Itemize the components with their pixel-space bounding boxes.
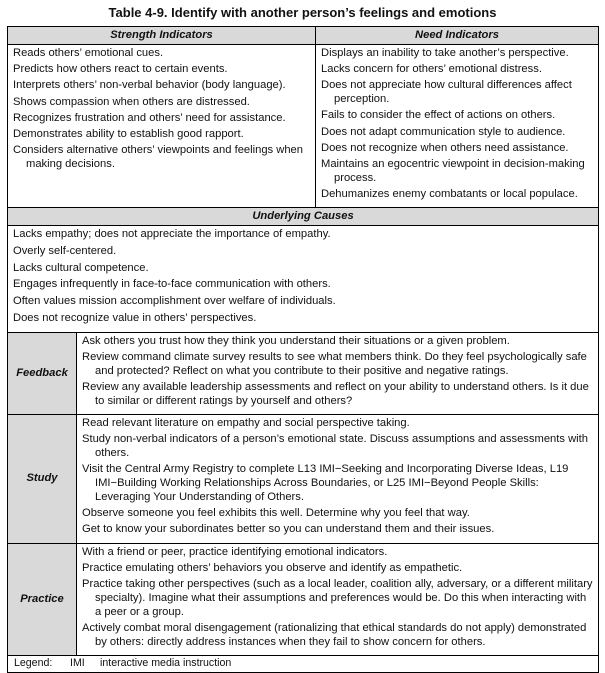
legend-label: Legend: bbox=[14, 657, 53, 670]
legend-definition: interactive media instruction bbox=[100, 657, 232, 670]
practice-label: Practice bbox=[8, 543, 77, 655]
study-list bbox=[77, 415, 599, 544]
list-item: Does not adapt communication style to audience. bbox=[321, 125, 566, 138]
list-item: Review command climate survey results to see what members think. Do they feel psychologically safe and protected? Reflect on what you contribute to their positive and negative ratings. bbox=[82, 351, 587, 377]
table-title: Table 4-9. Identify with another person’s feelings and emotions bbox=[108, 5, 497, 20]
list-item: Read relevant literature on empathy and social perspective taking. bbox=[82, 417, 410, 430]
underlying-causes-header: Underlying Causes bbox=[8, 208, 599, 226]
indicator-table bbox=[7, 26, 599, 673]
need-indicators-list bbox=[316, 44, 599, 208]
legend bbox=[8, 656, 599, 673]
feedback-list bbox=[77, 332, 599, 414]
list-item: Predicts how others react to certain events. bbox=[13, 63, 228, 76]
list-item: Lacks concern for others’ emotional distress. bbox=[321, 63, 542, 76]
list-item: Practice taking other perspectives (such as a local leader, coalition ally, adversary, or a different military specialty). Imagine what their assumptions and preferences would be. Do this when interacting with a peer or a group. bbox=[82, 578, 593, 618]
list-item: Actively combat moral disengagement (rationalizing that ethical standards do not apply) demonstrated by others: directly address instances when they fail to show concern for others. bbox=[82, 622, 587, 648]
list-item: Practice emulating others’ behaviors you observe and identify as empathetic. bbox=[82, 562, 463, 574]
list-item: Observe someone you feel exhibits this well. Determine why you feel that way. bbox=[82, 507, 470, 520]
list-item: With a friend or peer, practice identifying emotional indicators. bbox=[82, 545, 388, 558]
list-item: Considers alternative others’ viewpoints and feelings when making decisions. bbox=[13, 144, 304, 171]
list-item: Often values mission accomplishment over welfare of individuals. bbox=[13, 295, 336, 308]
list-item: Interprets others’ non-verbal behavior (body language). bbox=[13, 79, 286, 92]
list-item: Ask others you trust how they think you understand their situations or a given problem. bbox=[82, 334, 510, 347]
list-item: Fails to consider the effect of actions on others. bbox=[321, 109, 556, 122]
underlying-causes-list bbox=[8, 226, 599, 333]
list-item: Engages infrequently in face-to-face communication with others. bbox=[13, 278, 331, 291]
list-item: Does not recognize value in others’ perspectives. bbox=[13, 312, 257, 325]
feedback-label: Feedback bbox=[8, 332, 77, 414]
need-indicators-header: Need Indicators bbox=[316, 27, 599, 45]
list-item: Visit the Central Army Registry to complete L13 IMI−Seeking and Incorporating Diverse Ideas, L19 IMI−Building Working Relationships Across Boundaries, or L25 IMI−Beyond People Skills: Leveraging Your Understanding of Others. bbox=[82, 463, 569, 503]
list-item: Shows compassion when others are distressed. bbox=[13, 95, 250, 108]
strength-indicators-list bbox=[8, 44, 316, 208]
list-item: Overly self-centered. bbox=[13, 244, 117, 257]
list-item: Review any available leadership assessments and reflect on your ability to understand others. Is it due to similar or different ratings by yourself and others? bbox=[82, 381, 589, 407]
strength-indicators-header: Strength Indicators bbox=[8, 27, 316, 45]
list-item: Displays an inability to take another’s perspective. bbox=[321, 46, 569, 59]
list-item: Demonstrates ability to establish good rapport. bbox=[13, 128, 244, 141]
study-label: Study bbox=[8, 415, 77, 544]
list-item: Lacks empathy; does not appreciate the importance of empathy. bbox=[13, 228, 331, 241]
legend-abbreviation: IMI bbox=[70, 657, 85, 670]
list-item: Dehumanizes enemy combatants or local populace. bbox=[321, 188, 578, 201]
list-item: Recognizes frustration and others’ need for assistance. bbox=[13, 111, 286, 124]
list-item: Lacks cultural competence. bbox=[13, 261, 149, 274]
list-item: Reads others’ emotional cues. bbox=[13, 46, 164, 59]
list-item: Does not appreciate how cultural differences affect perception. bbox=[321, 79, 572, 106]
list-item: Get to know your subordinates better so you can understand them and their issues. bbox=[82, 523, 495, 536]
practice-list bbox=[77, 543, 599, 655]
list-item: Maintains an egocentric viewpoint in decision-making process. bbox=[321, 158, 585, 184]
list-item: Does not recognize when others need assistance. bbox=[321, 141, 569, 154]
list-item: Study non-verbal indicators of a person’s emotional state. Discuss assumptions and assessments with others. bbox=[82, 433, 588, 460]
